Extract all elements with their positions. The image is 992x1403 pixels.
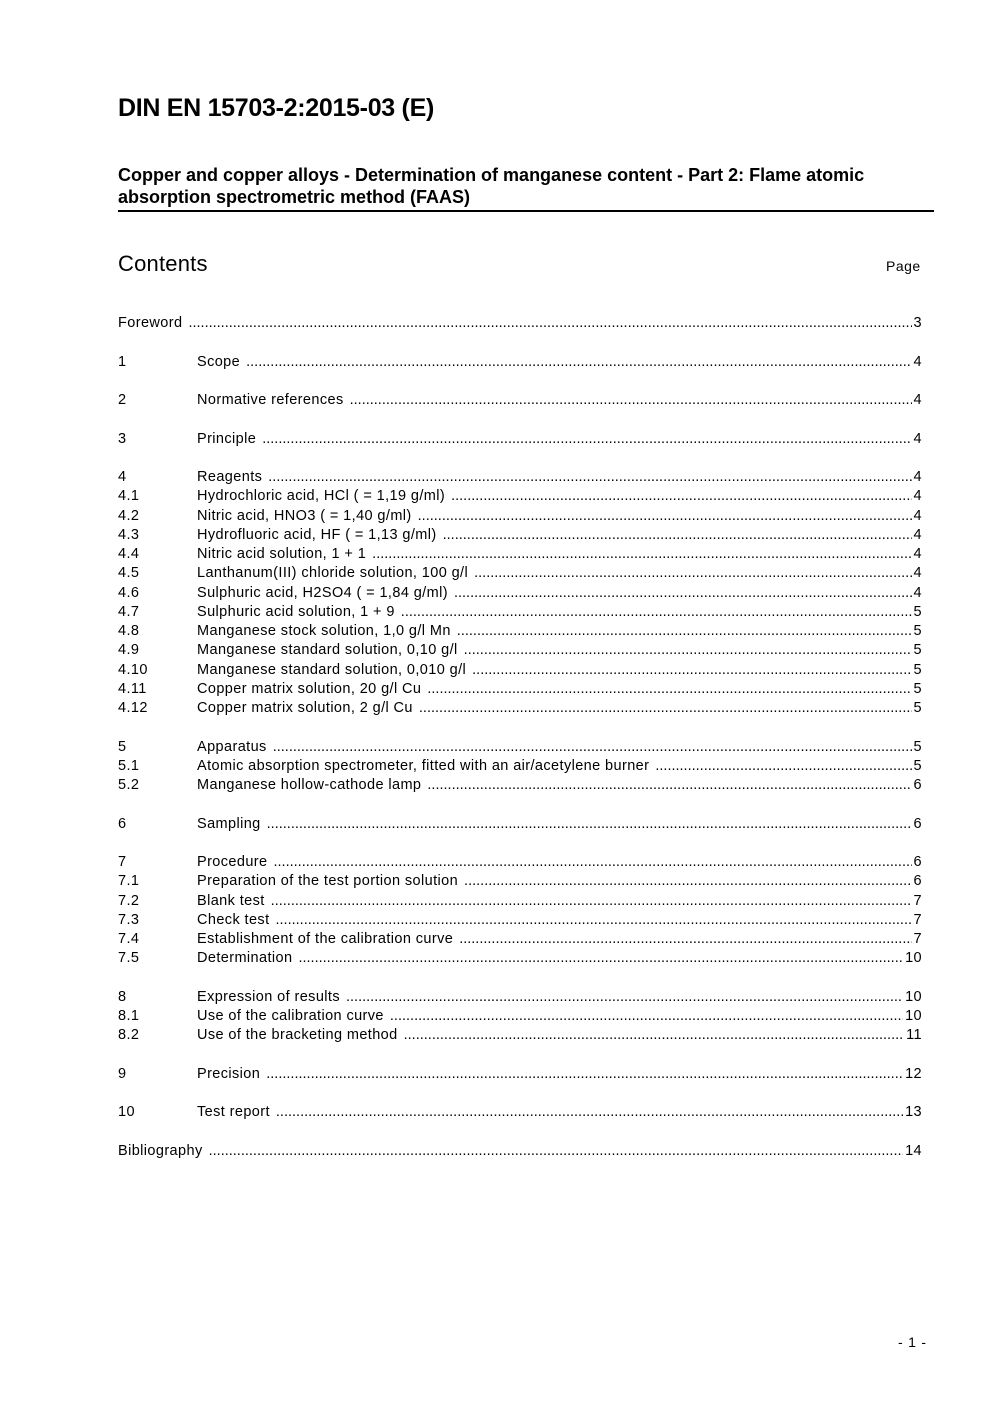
toc-dot-leader (209, 1143, 903, 1159)
toc-entry-page: 5 (913, 603, 922, 620)
toc-dot-leader (276, 1104, 903, 1120)
toc-entry-number: 9 (118, 1065, 127, 1082)
toc-entry[interactable] (118, 431, 922, 450)
toc-entry-title: Test report (197, 1104, 270, 1121)
toc-entry-page: 14 (905, 1142, 922, 1159)
toc-entry[interactable] (118, 681, 922, 700)
toc-entry[interactable] (118, 700, 922, 719)
toc-entry[interactable] (118, 508, 922, 527)
toc-entry-number: 10 (118, 1104, 135, 1121)
toc-entry-title: Hydrochloric acid, HCl ( = 1,19 g/ml) (197, 488, 446, 505)
toc-dot-leader (188, 315, 911, 331)
toc-dot-leader (372, 546, 911, 562)
toc-entry-page: 10 (905, 1008, 922, 1024)
toc-entry[interactable] (118, 527, 922, 546)
toc-entry-number: 8.2 (118, 1027, 140, 1044)
toc-entry-number: 4.11 (118, 680, 147, 697)
toc-entry-number: 8 (118, 988, 127, 1005)
toc-entry-number: 4.5 (118, 565, 140, 582)
toc-dot-leader (457, 623, 912, 639)
toc-dot-leader (464, 642, 912, 658)
toc-dot-leader (276, 912, 912, 928)
toc-dot-leader (459, 931, 911, 947)
toc-dot-leader (655, 758, 911, 774)
toc-entry-title: Foreword (118, 315, 183, 331)
toc-entry[interactable] (118, 354, 922, 373)
toc-entry-page: 6 (913, 777, 922, 793)
toc-entry-title: Copper matrix solution, 20 g/l Cu (197, 680, 422, 697)
toc-entry-page: 4 (913, 392, 922, 408)
toc-entry[interactable] (118, 912, 922, 931)
toc-dot-leader (404, 1027, 905, 1043)
toc-entry-page: 5 (913, 757, 922, 774)
toc-entry-page: 6 (913, 873, 922, 890)
toc-entry-title: Establishment of the calibration curve (197, 931, 454, 947)
toc-entry[interactable] (118, 1027, 922, 1046)
toc-entry-page: 6 (913, 854, 922, 870)
toc-dot-leader (273, 739, 912, 755)
toc-dot-leader (266, 1066, 903, 1082)
toc-entry-page: 5 (913, 680, 922, 697)
toc-entry-title: Copper matrix solution, 2 g/l Cu (197, 700, 413, 716)
toc-entry-page: 6 (913, 815, 922, 832)
toc-entry[interactable] (118, 950, 922, 969)
toc-entry-page: 3 (913, 315, 922, 331)
toc-entry[interactable] (118, 1143, 922, 1162)
toc-entry-page: 5 (913, 642, 922, 659)
toc-entry[interactable] (118, 546, 922, 565)
toc-dot-leader (451, 488, 911, 504)
toc-dot-leader (274, 854, 912, 870)
toc-entry[interactable] (118, 662, 922, 681)
toc-dot-leader (401, 604, 912, 620)
toc-entry-page: 4 (913, 526, 922, 543)
toc-dot-leader (262, 431, 911, 447)
toc-entry-title: Bibliography (118, 1142, 203, 1159)
toc-entry-title: Reagents (197, 469, 263, 485)
toc-entry-page: 10 (905, 950, 922, 967)
toc-entry-number: 5.2 (118, 777, 140, 793)
toc-dot-leader (390, 1008, 903, 1024)
toc-entry-title: Preparation of the test portion solution (197, 873, 459, 890)
document-title: Copper and copper alloys - Determination of manganese content - Part 2: Flame atomic absorption spectrometric method (FAAS) (118, 164, 934, 212)
toc-dot-leader (267, 816, 912, 832)
toc-entry[interactable] (118, 739, 922, 758)
page-column-label: Page (886, 258, 921, 274)
toc-entry-title: Expression of results (197, 988, 340, 1005)
toc-entry[interactable] (118, 854, 922, 873)
toc-entry-title: Nitric acid solution, 1 + 1 (197, 546, 367, 562)
toc-entry[interactable] (118, 873, 922, 892)
toc-entry-title: Hydrofluoric acid, HF ( = 1,13 g/ml) (197, 526, 437, 543)
toc-entry-page: 10 (905, 988, 922, 1005)
toc-entry-title: Manganese stock solution, 1,0 g/l Mn (197, 623, 451, 639)
toc-entry[interactable] (118, 758, 922, 777)
toc-entry-page: 4 (913, 430, 922, 447)
toc-entry-page: 11 (906, 1027, 922, 1044)
toc-dot-leader (346, 989, 903, 1005)
contents-heading: Contents (118, 251, 208, 276)
toc-entry-page: 4 (913, 546, 922, 562)
toc-entry-title: Manganese standard solution, 0,10 g/l (197, 642, 458, 659)
toc-entry-number: 4.3 (118, 526, 140, 543)
toc-entry-title: Manganese standard solution, 0,010 g/l (197, 661, 467, 678)
toc-entry-title: Apparatus (197, 738, 267, 755)
toc-entry-number: 7.2 (118, 892, 140, 909)
toc-entry-title: Use of the calibration curve (197, 1008, 384, 1024)
toc-entry-title: Precision (197, 1065, 261, 1082)
toc-entry-number: 4.12 (118, 700, 148, 716)
toc-entry-number: 1 (118, 353, 127, 370)
toc-entry-title: Atomic absorption spectrometer, fitted with an air/acetylene burner (197, 757, 650, 774)
toc-dot-leader (350, 392, 912, 408)
document-id: DIN EN 15703-2:2015-03 (E) (118, 94, 434, 122)
toc-entry-page: 5 (913, 700, 922, 716)
toc-entry-title: Procedure (197, 854, 268, 870)
toc-entry[interactable] (118, 585, 922, 604)
toc-entry-number: 4.7 (118, 603, 140, 620)
toc-entry[interactable] (118, 1008, 922, 1027)
toc-entry-title: Sulphuric acid solution, 1 + 9 (197, 603, 395, 620)
page-number: - 1 - (898, 1334, 927, 1350)
toc-entry-number: 7.1 (118, 873, 140, 890)
toc-entry[interactable] (118, 1104, 922, 1123)
toc-entry-page: 4 (913, 507, 922, 524)
toc-entry-page: 5 (913, 623, 922, 639)
table-of-contents (118, 315, 922, 1162)
toc-entry[interactable] (118, 777, 922, 796)
toc-entry-number: 5 (118, 738, 127, 755)
toc-entry-page: 7 (913, 911, 922, 928)
toc-entry-number: 4.6 (118, 584, 140, 601)
toc-entry-title: Determination (197, 950, 293, 967)
toc-entry-title: Blank test (197, 892, 265, 909)
toc-dot-leader (418, 508, 912, 524)
toc-entry-page: 7 (913, 892, 922, 909)
toc-entry-title: Use of the bracketing method (197, 1027, 398, 1044)
toc-entry[interactable] (118, 488, 922, 507)
toc-entry[interactable] (118, 469, 922, 488)
toc-entry-number: 4.9 (118, 642, 140, 659)
toc-entry-number: 7.3 (118, 911, 140, 928)
toc-entry[interactable] (118, 1066, 922, 1085)
toc-entry-page: 4 (913, 353, 922, 370)
toc-entry-number: 6 (118, 815, 127, 832)
toc-entry-number: 4.2 (118, 507, 140, 524)
toc-entry-number: 4.4 (118, 546, 140, 562)
toc-entry-number: 7.5 (118, 950, 140, 967)
toc-entry-title: Normative references (197, 392, 344, 408)
toc-entry-page: 5 (913, 738, 922, 755)
toc-entry-page: 4 (913, 584, 922, 601)
toc-entry[interactable] (118, 315, 922, 334)
toc-dot-leader (246, 354, 911, 370)
toc-dot-leader (474, 565, 911, 581)
toc-dot-leader (464, 873, 911, 889)
toc-entry-title: Nitric acid, HNO3 ( = 1,40 g/ml) (197, 507, 412, 524)
toc-dot-leader (454, 585, 912, 601)
toc-entry[interactable] (118, 893, 922, 912)
toc-entry-number: 5.1 (118, 757, 140, 774)
toc-entry-title: Principle (197, 430, 257, 447)
toc-dot-leader (268, 469, 911, 485)
toc-entry[interactable] (118, 816, 922, 835)
toc-entry[interactable] (118, 565, 922, 584)
toc-entry-title: Check test (197, 911, 270, 928)
toc-entry-page: 4 (913, 469, 922, 485)
toc-entry-number: 8.1 (118, 1008, 140, 1024)
toc-entry[interactable] (118, 604, 922, 623)
toc-dot-leader (472, 662, 911, 678)
toc-entry-page: 4 (913, 488, 922, 505)
toc-entry-number: 3 (118, 430, 127, 447)
toc-entry-page: 5 (913, 661, 922, 678)
toc-dot-leader (443, 527, 912, 543)
toc-dot-leader (427, 681, 911, 697)
toc-entry-number: 7.4 (118, 931, 140, 947)
toc-entry-number: 2 (118, 392, 127, 408)
toc-entry-title: Sampling (197, 815, 261, 832)
toc-entry-number: 7 (118, 854, 127, 870)
toc-entry-number: 4.8 (118, 623, 140, 639)
toc-entry-title: Lanthanum(III) chloride solution, 100 g/l (197, 565, 469, 582)
toc-entry-page: 12 (905, 1065, 922, 1082)
toc-entry-page: 13 (905, 1104, 922, 1121)
toc-entry-title: Scope (197, 353, 241, 370)
toc-entry-title: Sulphuric acid, H2SO4 ( = 1,84 g/ml) (197, 584, 448, 601)
toc-entry-number: 4.1 (118, 488, 140, 505)
toc-dot-leader (298, 950, 903, 966)
toc-entry-number: 4.10 (118, 661, 148, 678)
toc-dot-leader (427, 777, 911, 793)
toc-entry[interactable] (118, 931, 922, 950)
toc-entry[interactable] (118, 642, 922, 661)
toc-entry-page: 7 (913, 931, 922, 947)
toc-entry[interactable] (118, 623, 922, 642)
toc-entry-page: 4 (913, 565, 922, 582)
toc-entry[interactable] (118, 989, 922, 1008)
toc-dot-leader (271, 893, 912, 909)
toc-entry-number: 4 (118, 469, 127, 485)
toc-entry-title: Manganese hollow-cathode lamp (197, 777, 422, 793)
toc-entry[interactable] (118, 392, 922, 411)
toc-dot-leader (419, 700, 912, 716)
